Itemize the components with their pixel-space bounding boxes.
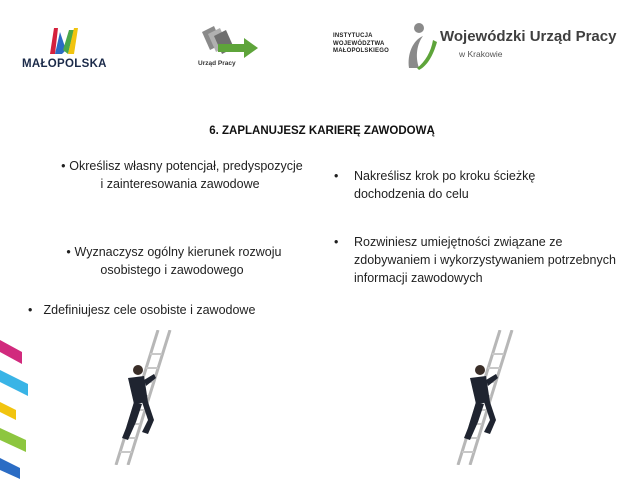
man-on-ladder-image (98, 330, 188, 465)
right-point-2-text: Rozwiniesz umiejętności związane ze zdobywaniem i wykorzystywaniem potrzebnych informacji zawodowych (354, 235, 616, 285)
bullet-icon: • (66, 245, 71, 259)
right-point-1 (334, 167, 594, 203)
bullet-icon: • (61, 159, 66, 173)
left-point-2-text: Wyznaczysz ogólny kierunek rozwoju osobistego i zawodowego (74, 245, 282, 277)
right-point-2 (334, 233, 619, 287)
left-point-1 (55, 157, 305, 193)
slide-title (0, 125, 638, 137)
man-on-ladder-image (440, 330, 530, 465)
institution-logo (333, 33, 413, 63)
left-point-3-text: Zdefiniujesz cele osobiste i zawodowe (43, 303, 256, 317)
bullet-icon: • (334, 235, 339, 249)
left-point-1-text: Określisz własny potencjał, predyspozycje i zainteresowania zawodowe (69, 159, 303, 191)
urzad-pracy-label: Urząd Pracy (198, 60, 236, 67)
wup-logo (403, 18, 618, 74)
left-point-3 (28, 301, 318, 319)
bullet-icon: • (28, 303, 33, 317)
institution-line-3: MAŁOPOLSKIEGO (333, 48, 389, 54)
bullet-icon: • (334, 169, 339, 183)
decorative-stripes (0, 330, 30, 479)
malopolska-mark-icon (22, 24, 102, 56)
wup-subtitle: w Krakowie (459, 49, 503, 59)
malopolska-logo (22, 24, 122, 74)
institution-line-2: WOJEWÓDZTWA (333, 40, 385, 47)
folders-arrow-icon (192, 24, 264, 60)
wup-title: Wojewódzki Urząd Pracy (440, 28, 617, 45)
left-point-2 (32, 243, 312, 279)
right-point-1-text: Nakreślisz krok po kroku ścieżkę dochodzenia do celu (354, 169, 536, 201)
malopolska-label: MAŁOPOLSKA (22, 58, 107, 70)
slide-title-text: 6. ZAPLANUJESZ KARIERĘ ZAWODOWĄ (209, 125, 435, 137)
wup-figure-icon (403, 18, 439, 72)
urzad-pracy-logo (192, 24, 264, 70)
institution-line-1: INSTYTUCJA (333, 33, 373, 39)
